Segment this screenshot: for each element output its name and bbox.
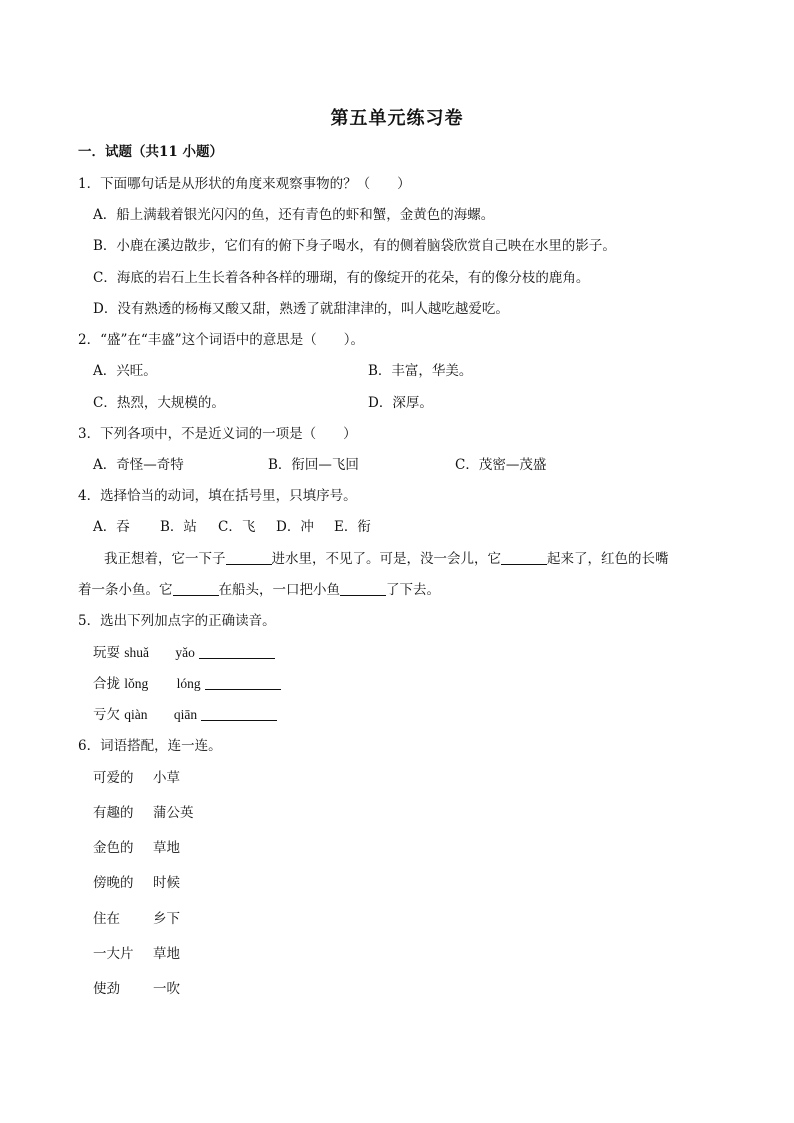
question-3-option-a: A．奇怪—奇特 bbox=[93, 457, 184, 473]
pinyin-word: 亏欠 bbox=[93, 707, 120, 723]
question-1-option-d: D．没有熟透的杨梅又酸又甜，熟透了就甜津津的，叫人越吃越爱吃。 bbox=[93, 301, 509, 317]
matching-left-word[interactable]: 可爱的 bbox=[93, 770, 134, 786]
pinyin-option-2: yǎo bbox=[175, 645, 195, 660]
question-1-stem: 1．下面哪句话是从形状的角度来观察事物的？（ ） bbox=[78, 176, 411, 192]
question-4-stem: 4．选择恰当的动词，填在括号里，只填序号。 bbox=[78, 488, 357, 504]
matching-left-word[interactable]: 使劲 bbox=[93, 981, 120, 997]
matching-pair-row bbox=[93, 803, 194, 823]
matching-left-word[interactable]: 傍晚的 bbox=[93, 875, 134, 891]
q4-text-d: 着一条小鱼。它 bbox=[78, 582, 173, 598]
pinyin-option-2: lóng bbox=[176, 676, 201, 691]
q4-text-b: 进水里，不见了。可是，没一会儿，它 bbox=[271, 551, 501, 567]
matching-left-word[interactable]: 金色的 bbox=[93, 840, 134, 856]
question-4-option-e: E．衔 bbox=[334, 519, 371, 535]
pinyin-row-3 bbox=[93, 705, 277, 725]
pinyin-option-1: qiàn bbox=[124, 707, 148, 722]
question-2-option-a: A．兴旺。 bbox=[93, 363, 157, 379]
pinyin-option-2: qiān bbox=[173, 707, 198, 722]
q4-text-c: 起来了，红色的长嘴 bbox=[547, 551, 669, 567]
matching-right-word[interactable]: 一吹 bbox=[153, 981, 180, 997]
matching-pair-row bbox=[93, 768, 180, 788]
question-6-stem: 6．词语搭配，连一连。 bbox=[78, 738, 222, 754]
question-5-stem: 5．选出下列加点字的正确读音。 bbox=[78, 613, 276, 629]
section-heading: 一．试题（共11 小题） bbox=[78, 144, 223, 160]
matching-right-word[interactable]: 草地 bbox=[153, 840, 180, 856]
matching-left-word[interactable]: 有趣的 bbox=[93, 805, 134, 821]
pinyin-word: 合拢 bbox=[93, 676, 120, 692]
matching-left-word[interactable]: 住在 bbox=[93, 911, 120, 927]
question-2-option-d: D．深厚。 bbox=[368, 395, 433, 411]
answer-blank-4[interactable] bbox=[340, 581, 386, 596]
question-3-option-b: B．衔回—飞回 bbox=[268, 457, 359, 473]
matching-pair-row bbox=[93, 873, 180, 893]
question-1-option-c: C．海底的岩石上生长着各种各样的珊瑚，有的像绽开的花朵，有的像分枝的鹿角。 bbox=[93, 270, 590, 286]
q4-text-f: 了下去。 bbox=[386, 582, 440, 598]
matching-right-word[interactable]: 时候 bbox=[153, 875, 180, 891]
question-4-paragraph-line-2 bbox=[78, 580, 440, 600]
pinyin-word: 玩耍 bbox=[93, 645, 120, 661]
question-2-stem: 2．“盛”在“丰盛”这个词语中的意思是（ ）。 bbox=[78, 332, 364, 348]
question-2-option-c: C．热烈，大规模的。 bbox=[93, 395, 225, 411]
question-3-stem: 3．下列各项中，不是近义词的一项是（ ） bbox=[78, 426, 357, 442]
answer-blank[interactable] bbox=[199, 644, 275, 659]
pinyin-row-1 bbox=[93, 643, 275, 663]
answer-blank[interactable] bbox=[201, 706, 277, 721]
question-4-option-b: B．站 bbox=[160, 519, 197, 535]
matching-right-word[interactable]: 小草 bbox=[153, 770, 180, 786]
question-1-option-a: A．船上满载着银光闪闪的鱼，还有青色的虾和蟹，金黄色的海螺。 bbox=[93, 207, 495, 223]
matching-right-word[interactable]: 乡下 bbox=[153, 911, 180, 927]
answer-blank-1[interactable] bbox=[226, 550, 272, 565]
matching-pair-row bbox=[93, 909, 180, 929]
matching-pair-row bbox=[93, 979, 180, 999]
matching-right-word[interactable]: 蒲公英 bbox=[153, 805, 194, 821]
q4-text-e: 在船头，一口把小鱼 bbox=[218, 582, 340, 598]
matching-pair-row bbox=[93, 838, 180, 858]
question-4-option-d: D．冲 bbox=[276, 519, 314, 535]
answer-blank[interactable] bbox=[205, 675, 281, 690]
matching-left-word[interactable]: 一大片 bbox=[93, 946, 134, 962]
pinyin-option-1: shuǎ bbox=[124, 645, 150, 660]
pinyin-row-2 bbox=[93, 674, 281, 694]
matching-pair-row bbox=[93, 944, 180, 964]
question-4-option-a: A．吞 bbox=[93, 519, 130, 535]
page-title: 第五单元练习卷 bbox=[330, 108, 464, 129]
question-1-option-b: B．小鹿在溪边散步，它们有的俯下身子喝水，有的侧着脑袋欣赏自己映在水里的影子。 bbox=[93, 238, 616, 254]
pinyin-option-1: lǒng bbox=[124, 676, 149, 691]
q4-text-a: 我正想着，它一下子 bbox=[104, 551, 226, 567]
question-4-option-c: C．飞 bbox=[218, 519, 256, 535]
answer-blank-3[interactable] bbox=[173, 581, 219, 596]
answer-blank-2[interactable] bbox=[501, 550, 547, 565]
matching-right-word[interactable]: 草地 bbox=[153, 946, 180, 962]
question-2-option-b: B．丰富，华美。 bbox=[368, 363, 473, 379]
question-3-option-c: C．茂密—茂盛 bbox=[455, 457, 547, 473]
question-4-paragraph-line-1 bbox=[104, 549, 669, 569]
